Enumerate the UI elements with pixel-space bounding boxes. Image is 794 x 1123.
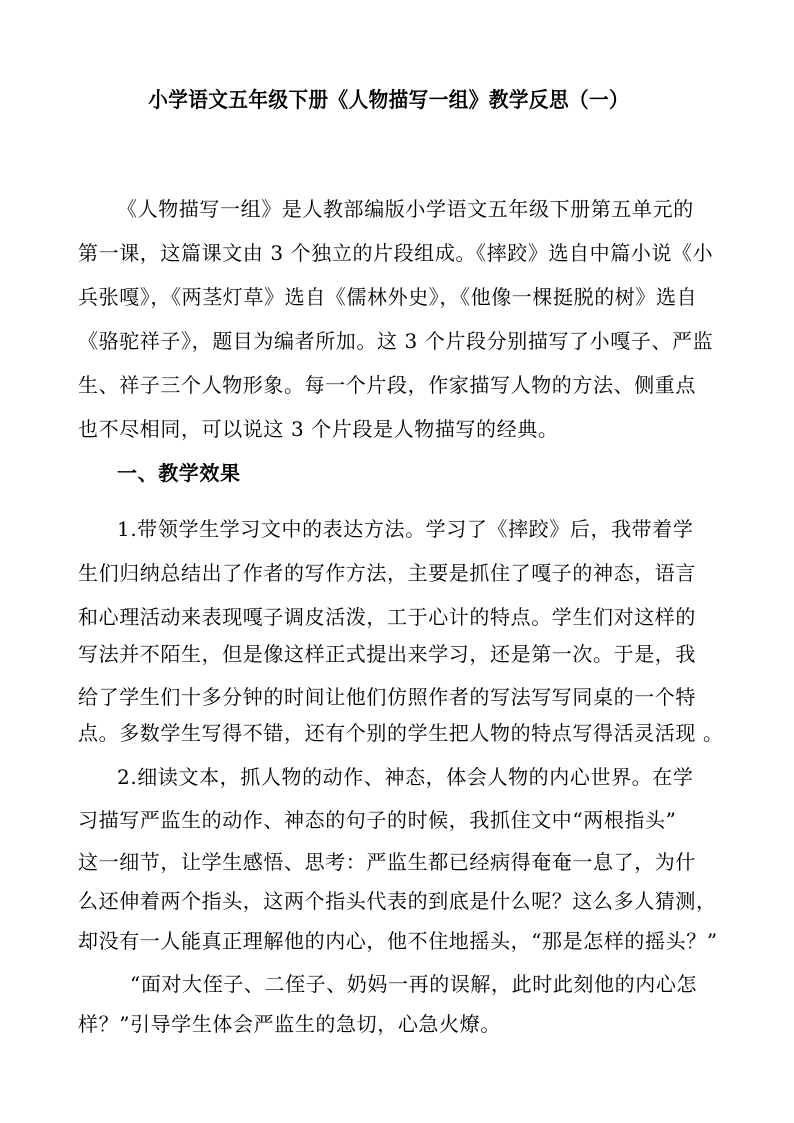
section-heading: 一、教学效果 [117, 461, 241, 485]
section-line-4: 写法并不陌生，但是像这样正式提出来学习，还是第一次。于是，我 [78, 642, 696, 666]
section-line-1: 1.带领学生学习文中的表达方法。学习了《摔跤》后，我带着学 [117, 517, 694, 541]
section-line-8: 习描写严监生的动作、神态的句子的时候，我抓住文中“两根指头” [78, 808, 677, 832]
intro-line-6: 也不尽相同，可以说这 3 个片段是人物描写的经典。 [78, 417, 559, 441]
section-line-10: 么还伸着两个指头，这两个指头代表的到底是什么呢？这么多人猜测， [78, 889, 717, 913]
intro-line-2: 第一课，这篇课文由 3 个独立的片段组成。《摔跤》选自中篇小说《小 [78, 241, 714, 265]
section-line-6: 点。多数学生写得不错，还有个别的学生把人物的特点写得活灵活现 。 [78, 721, 724, 745]
section-line-12: “面对大侄子、二侄子、奶妈一再的误解，此时此刻他的内心怎 [130, 972, 698, 996]
intro-line-4: 《骆驼祥子》，题目为编者所加。这 3 个片段分别描写了小嘎子、严监 [78, 329, 714, 353]
section-line-9: 这一细节，让学生感悟、思考：严监生都已经病得奄奄一息了，为什 [78, 850, 696, 874]
intro-line-5: 生、祥子三个人物形象。每一个片段，作家描写人物的方法、侧重点 [78, 373, 696, 397]
section-line-2: 生们归纳总结出了作者的写作方法，主要是抓住了嘎子的神态，语言 [78, 561, 696, 585]
document-title: 小学语文五年级下册《人物描写一组》教学反思（一） [148, 87, 630, 112]
section-line-11: 却没有一人能真正理解他的内心，他不住地摇头，“那是怎样的摇头？” [78, 929, 718, 953]
intro-line-1: 《人物描写一组》是人教部编版小学语文五年级下册第五单元的 [117, 197, 694, 221]
section-line-3: 和心理活动来表现嘎子调皮活泼，工于心计的特点。学生们对这样的 [78, 605, 696, 629]
section-line-7: 2.细读文本，抓人物的动作、神态，体会人物的内心世界。在学 [117, 765, 694, 789]
section-line-5: 给了学生们十多分钟的时间让他们仿照作者的写法写写同桌的一个特 [78, 685, 696, 709]
section-line-13: 样？”引导学生体会严监生的急切，心急火燎。 [78, 1012, 501, 1036]
intro-line-3: 兵张嘎》，《两茎灯草》选自《儒林外史》，《他像一棵挺脱的树》选自 [78, 285, 698, 309]
